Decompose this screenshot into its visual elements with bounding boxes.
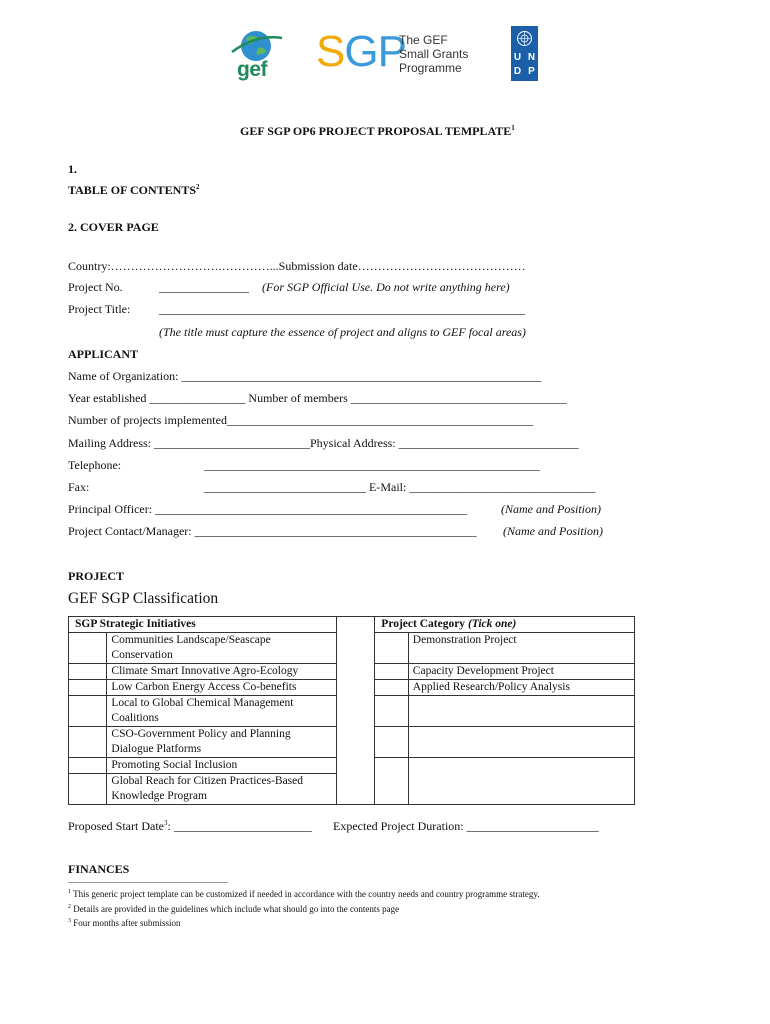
start-date-field[interactable] — [68, 819, 312, 834]
document-title — [240, 124, 515, 139]
un-emblem-icon — [514, 28, 535, 49]
initiative-checkbox[interactable] — [69, 727, 107, 758]
project-title-note: (The title must capture the essence of project and aligns to GEF focal areas) — [159, 325, 526, 339]
initiative-label: Promoting Social Inclusion — [107, 758, 336, 774]
title-footnote-ref: 1 — [511, 124, 515, 132]
sgp-caption-line: Programme — [399, 61, 462, 75]
organization-name-field[interactable]: Name of Organization: ____________________________________________________________ — [68, 369, 542, 383]
project-contact-field[interactable]: Project Contact/Manager: _______________________________________________ — [68, 524, 477, 538]
footnote — [68, 904, 399, 914]
section-1-number: 1. — [68, 162, 77, 176]
initiative-label: CSO-Government Policy and Planning Dialogue Platforms — [107, 727, 336, 758]
footnote-number: 3 — [68, 918, 71, 924]
category-checkbox[interactable] — [375, 680, 409, 696]
principal-officer-field[interactable]: Principal Officer: ____________________________________________________ — [68, 502, 468, 516]
undp-letter: P — [528, 66, 535, 77]
table-header-row — [69, 617, 635, 633]
footnote-text: This generic project template can be customized if needed in accordance with the country needs and country programme strategy. — [73, 889, 540, 899]
footnote-divider — [68, 882, 228, 883]
table-spacer — [336, 617, 374, 805]
category-checkbox[interactable] — [375, 727, 409, 758]
project-no-field[interactable]: _______________ — [159, 280, 249, 294]
initiative-label: Local to Global Chemical Management Coalitions — [107, 696, 336, 727]
section-1-heading — [68, 183, 200, 198]
project-no-label: Project No. — [68, 280, 123, 294]
category-checkbox[interactable] — [375, 664, 409, 680]
initiative-checkbox[interactable] — [69, 758, 107, 774]
telephone-label: Telephone: — [68, 458, 122, 472]
toc-heading-text: TABLE OF CONTENTS — [68, 183, 197, 197]
gef-logo-text: gef — [237, 58, 267, 81]
initiative-label: Communities Landscape/Seascape Conservation — [107, 633, 336, 664]
undp-logo — [511, 26, 538, 81]
category-label: Applied Research/Policy Analysis — [408, 680, 634, 696]
finances-heading: FINANCES — [68, 862, 130, 876]
project-heading: PROJECT — [68, 569, 125, 583]
section-2-heading: 2. COVER PAGE — [68, 220, 159, 234]
footnote-number: 2 — [68, 904, 71, 910]
telephone-field[interactable]: ________________________________________________________ — [204, 458, 540, 472]
classification-table — [68, 616, 635, 805]
sgp-caption-line: Small Grants — [399, 47, 469, 61]
category-checkbox[interactable] — [375, 758, 409, 805]
initiative-label: Global Reach for Citizen Practices-Based Knowledge Program — [107, 774, 336, 805]
sgp-logo — [316, 26, 406, 78]
fax-email-field[interactable]: ___________________________ E-Mail: _______________________________ — [204, 480, 596, 494]
start-date-blank[interactable]: : _______________________ — [167, 819, 312, 833]
initiative-label: Low Carbon Energy Access Co-benefits — [107, 680, 336, 696]
category-label-empty — [408, 696, 634, 727]
country-submission-field[interactable]: Country:……………………….…………...Submission date…………………………………… — [68, 259, 526, 273]
project-category-header-text: Project Category — [381, 618, 468, 630]
undp-letter: U — [513, 52, 522, 63]
category-checkbox[interactable] — [375, 696, 409, 727]
initiative-checkbox[interactable] — [69, 774, 107, 805]
project-category-header-hint: (Tick one) — [467, 618, 517, 630]
initiative-checkbox[interactable] — [69, 680, 107, 696]
initiative-checkbox[interactable] — [69, 633, 107, 664]
initiative-checkbox[interactable] — [69, 664, 107, 680]
project-contact-note: (Name and Position) — [503, 524, 603, 538]
sgp-logo-caption — [399, 33, 468, 75]
applicant-heading: APPLICANT — [68, 347, 139, 361]
undp-letter: N — [527, 52, 536, 63]
project-title-label: Project Title: — [68, 302, 131, 316]
sgp-logo-gp: GP — [344, 27, 406, 76]
undp-letter: D — [513, 66, 522, 77]
start-date-label: Proposed Start Date — [68, 819, 164, 833]
footnote-text: Details are provided in the guidelines which include what should go into the contents page — [73, 904, 400, 914]
project-category-header — [375, 617, 635, 633]
duration-field[interactable]: Expected Project Duration: ______________________ — [333, 819, 599, 833]
sgp-logo-s: S — [316, 27, 345, 76]
principal-officer-note: (Name and Position) — [501, 502, 601, 516]
sgp-caption-line: The GEF — [399, 33, 448, 47]
category-label: Demonstration Project — [408, 633, 634, 664]
footnote-number: 1 — [68, 889, 71, 895]
classification-heading: GEF SGP Classification — [68, 590, 219, 607]
initiative-label: Climate Smart Innovative Agro-Ecology — [107, 664, 336, 680]
category-checkbox[interactable] — [375, 633, 409, 664]
project-no-note: (For SGP Official Use. Do not write anything here) — [262, 280, 510, 294]
category-label-empty — [408, 758, 634, 805]
project-title-field[interactable]: _____________________________________________________________ — [159, 302, 525, 316]
footnote — [68, 889, 540, 899]
category-label: Capacity Development Project — [408, 664, 634, 680]
initiative-checkbox[interactable] — [69, 696, 107, 727]
fax-label: Fax: — [68, 480, 90, 494]
strategic-initiatives-header: SGP Strategic Initiatives — [69, 617, 337, 633]
category-label-empty — [408, 727, 634, 758]
address-field[interactable]: Mailing Address: __________________________Physical Address: ______________________________ — [68, 436, 579, 450]
toc-footnote-ref: 2 — [196, 183, 200, 191]
footnote-text: Four months after submission — [73, 918, 181, 928]
year-members-field[interactable]: Year established ________________ Number of members ____________________________________ — [68, 391, 567, 405]
projects-implemented-field[interactable]: Number of projects implemented___________________________________________________ — [68, 413, 533, 427]
footnote — [68, 918, 181, 928]
start-date-footnote-ref: 3 — [163, 819, 168, 827]
title-text: GEF SGP OP6 PROJECT PROPOSAL TEMPLATE — [240, 124, 512, 138]
